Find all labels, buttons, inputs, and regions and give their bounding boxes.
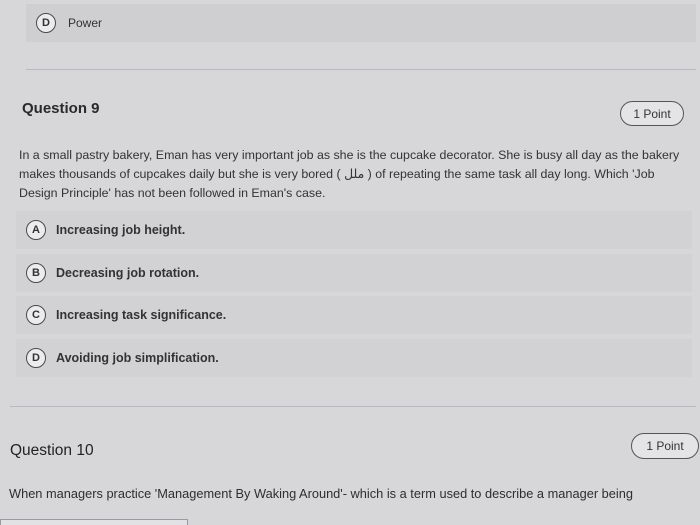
question-10-points-badge: 1 Point [631,433,699,459]
option-b[interactable] [16,254,692,292]
answer-input-top-edge[interactable] [0,519,188,525]
option-label: Increasing job height. [56,223,186,237]
option-d-previous[interactable] [26,4,696,42]
question-9-points-badge: 1 Point [620,101,684,126]
option-letter-badge: C [26,305,46,325]
option-letter-badge: B [26,263,46,283]
divider [10,406,696,407]
option-letter-badge: D [36,13,56,33]
question-9-title: Question 9 [22,100,100,117]
option-a[interactable] [16,211,692,249]
option-d[interactable] [16,339,692,377]
option-letter-badge: D [26,348,46,368]
option-c[interactable] [16,296,692,334]
question-10-title: Question 10 [10,442,94,459]
question-9-text: In a small pastry bakery, Eman has very important job as she is the cupcake decorator. She is busy all day as the bakery makes thousands of cupcakes daily but she is very bored ( ملل ) of repeating the same task all day long. Which 'Job Design Principle' has not been followed in Eman's case. [19,148,680,200]
question-9-options [16,211,692,381]
divider [26,69,696,70]
option-label: Avoiding job simplification. [56,350,219,365]
option-label: Increasing task significance. [56,308,227,322]
option-label: Power [68,16,103,30]
question-10-text: When managers practice 'Management By Waking Around'- which is a term used to describe a manager being [9,486,633,501]
option-letter-badge: A [26,220,46,240]
option-label: Decreasing job rotation. [56,265,200,280]
